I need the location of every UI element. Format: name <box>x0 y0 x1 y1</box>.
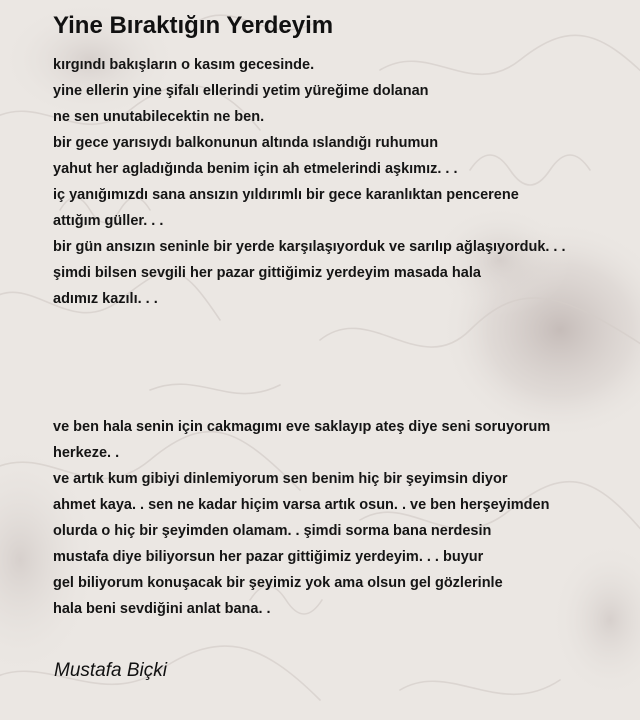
poem-line: gel biliyorum konuşacak bir şeyimiz yok ama olsun gel gözlerinle <box>53 575 503 591</box>
poem-line: hala beni sevdiğini anlat bana. . <box>53 601 271 617</box>
poem-line: olurda o hiç bir şeyimden olamam. . şimdi sorma bana nerdesin <box>53 523 492 539</box>
poem-line: şimdi bilsen sevgili her pazar gittiğimiz yerdeyim masada hala <box>53 265 481 281</box>
poem-line: yahut her agladığında benim için ah etmelerindi aşkımız. . . <box>53 161 458 177</box>
poem-line: ve ben hala senin için cakmagımı eve saklayıp ateş diye seni soruyorum <box>53 419 551 435</box>
stanza-1 <box>53 52 633 312</box>
poem-line: kırgındı bakışların o kasım gecesinde. <box>53 57 315 73</box>
poem-line: adımız kazılı. . . <box>53 291 158 307</box>
poem-line: ahmet kaya. . sen ne kadar hiçim varsa artık osun. . ve ben herşeyimden <box>53 497 550 513</box>
poem-title: Yine Bıraktığın Yerdeyim <box>53 12 334 39</box>
poem-author: Mustafa Biçki <box>54 660 167 681</box>
poem-line: bir gece yarısıydı balkonunun altında ıslandığı ruhumun <box>53 135 439 151</box>
poem-line: attığım güller. . . <box>53 213 164 229</box>
poem-line: ve artık kum gibiyi dinlemiyorum sen benim hiç bir şeyimsin diyor <box>53 471 508 487</box>
poem-line: iç yanığımızdı sana ansızın yıldırımlı bir gece karanlıktan pencerene <box>53 187 519 203</box>
poem-line: mustafa diye biliyorsun her pazar gittiğimiz yerdeyim. . . buyur <box>53 549 484 565</box>
poem-line: herkeze. . <box>53 445 120 461</box>
poem-line: bir gün ansızın seninle bir yerde karşılaşıyorduk ve sarılıp ağlaşıyorduk. . . <box>53 239 566 255</box>
poem-line: yine ellerin yine şifalı ellerindi yetim yüreğime dolanan <box>53 83 429 99</box>
stanza-2 <box>53 414 633 622</box>
poem-line: ne sen unutabilecektin ne ben. <box>53 109 265 125</box>
